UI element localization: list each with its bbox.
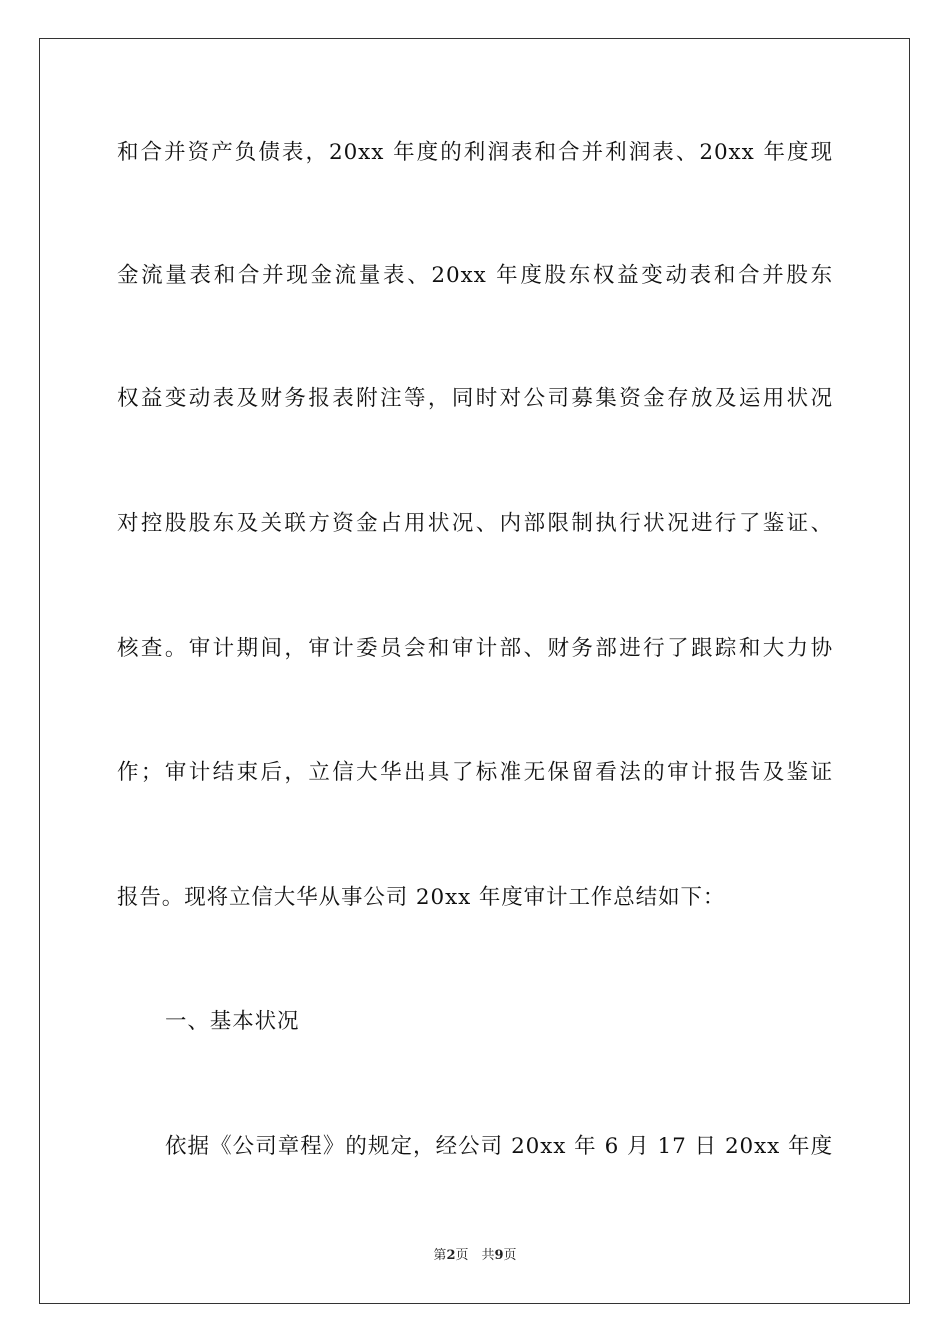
footer-total-pages: 9	[494, 1248, 504, 1263]
text-line-4: 对控股股东及关联方资金占用状况、内部限制执行状况进行了鉴证、	[117, 511, 833, 536]
text-line-7: 报告。现将立信大华从事公司 20xx 年度审计工作总结如下：	[117, 885, 726, 910]
text-line-5: 核查。审计期间，审计委员会和审计部、财务部进行了跟踪和大力协	[117, 636, 833, 661]
section-heading: 一、基本状况	[165, 1009, 300, 1034]
footer-prefix: 第	[433, 1248, 447, 1263]
footer-page-number: 2	[446, 1248, 456, 1263]
text-line-1: 和合并资产负债表，20xx 年度的利润表和合并利润表、20xx 年度现	[117, 140, 833, 165]
paragraph-start: 依据《公司章程》的规定，经公司 20xx 年 6 月 17 日 20xx 年度	[165, 1134, 833, 1159]
footer-suffix: 页	[503, 1248, 517, 1263]
text-line-2: 金流量表和合并现金流量表、20xx 年度股东权益变动表和合并股东	[117, 263, 833, 288]
footer-middle: 页 共	[455, 1248, 495, 1263]
text-line-3: 权益变动表及财务报表附注等，同时对公司募集资金存放及运用状况	[117, 386, 833, 411]
page-border	[39, 38, 910, 1304]
page-footer	[0, 1247, 950, 1265]
text-line-6: 作；审计结束后，立信大华出具了标准无保留看法的审计报告及鉴证	[117, 760, 833, 785]
